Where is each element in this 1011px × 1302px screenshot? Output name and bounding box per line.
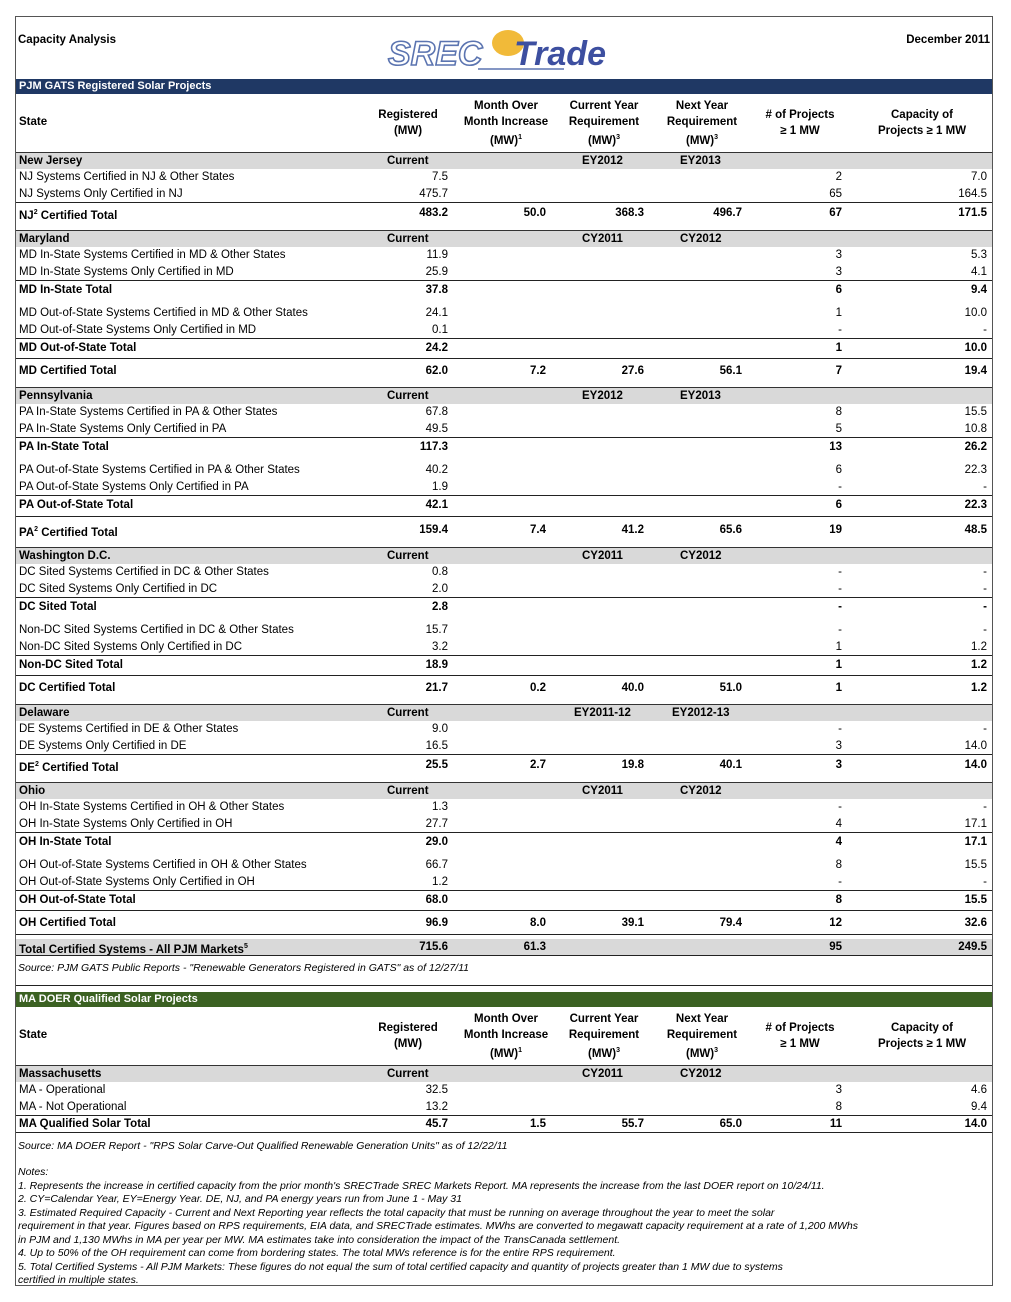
report-title: Capacity Analysis xyxy=(18,34,117,46)
divider xyxy=(16,495,992,496)
col-registered: Registered (MW) xyxy=(378,1022,438,1050)
total-row: OH In-State Total 29.0 4 17.1 xyxy=(19,836,987,848)
note-line: 2. CY=Calendar Year, EY=Energy Year. DE, NJ, and PA energy years run from June 1 - May 31 xyxy=(18,1193,462,1205)
col-month-increase: Month Over Month Increase (MW)$^1$ xyxy=(463,100,549,147)
note-line: certified in multiple states. xyxy=(18,1274,139,1286)
col-current-year-req: Current Year Requirement (MW)$^3$ xyxy=(568,1013,640,1060)
table-row: OH Out-of-State Systems Certified in OH & Other States 66.7 8 15.5 xyxy=(19,859,987,871)
pjm-column-header xyxy=(16,95,992,151)
note-line: 1. Represents the increase in certified capacity from the prior month's SRECTrade SREC Markets Report. MA represents the increase from the last DOER report on 10/24/11. xyxy=(18,1179,825,1192)
note-line: requirement in that year. Figures based on RPS requirements, EIA data, and SRECTrade estimates. MWhs are converted to megawatt capacity requirement at a rate of 1,200 MWhs xyxy=(18,1220,859,1232)
col-projects: # of Projects ≥ 1 MW xyxy=(765,109,835,137)
section-delaware: Delaware Current EY2011-12 EY2012-13 xyxy=(16,704,992,721)
col-capacity: Capacity of Projects ≥ 1 MW xyxy=(877,1022,967,1050)
total-row: MD Out-of-State Total 24.2 1 10.0 xyxy=(19,342,987,354)
table-row: PA Out-of-State Systems Certified in PA & Other States 40.2 6 22.3 xyxy=(19,464,987,476)
section-pennsylvania: Pennsylvania Current EY2012 EY2013 xyxy=(16,387,992,404)
divider xyxy=(16,280,992,281)
pjm-source-note: Source: PJM GATS Public Reports - "Renewable Generators Registered in GATS" as of 12/27/11 xyxy=(18,962,469,974)
divider xyxy=(16,910,992,911)
table-row: DC Sited Systems Certified in DC & Other States 0.8 - - xyxy=(19,566,987,578)
divider xyxy=(16,1132,992,1133)
section-washington-dc: Washington D.C. Current CY2011 CY2012 xyxy=(16,547,992,564)
table-row: NJ Systems Only Certified in NJ 475.7 65 164.5 xyxy=(19,188,987,200)
grand-total-row: Total Certified Systems - All PJM Markets$^5$ 715.6 61.3 95 249.5 xyxy=(16,939,992,955)
table-row: MA - Not Operational 13.2 8 9.4 xyxy=(19,1101,987,1113)
col-projects: # of Projects ≥ 1 MW xyxy=(765,1022,835,1050)
notes-heading: Notes: xyxy=(18,1166,49,1178)
total-row: MA Qualified Solar Total 45.7 1.5 55.7 65.0 11 14.0 xyxy=(19,1118,987,1130)
table-row: PA In-State Systems Certified in PA & Other States 67.8 8 15.5 xyxy=(19,406,987,418)
divider xyxy=(16,832,992,833)
divider xyxy=(16,655,992,656)
pjm-section-band: PJM GATS Registered Solar Projects xyxy=(16,79,992,94)
table-row: Non-DC Sited Systems Certified in DC & Other States 15.7 - - xyxy=(19,624,987,636)
ma-column-header xyxy=(16,1008,992,1064)
table-row: OH In-State Systems Certified in OH & Other States 1.3 - - xyxy=(19,801,987,813)
note-line: 4. Up to 50% of the OH requirement can come from bordering states. The total MWs reference is for the entire RPS requirement. xyxy=(18,1247,616,1259)
col-next-year-req: Next Year Requirement (MW)$^3$ xyxy=(666,100,738,147)
ma-section-band: MA DOER Qualified Solar Projects xyxy=(16,992,992,1007)
col-month-increase: Month Over Month Increase (MW)$^1$ xyxy=(463,1013,549,1060)
footnotes xyxy=(18,1166,978,1288)
total-row: $DE^2$ Certified Total 25.5 2.7 19.8 40.1 3 14.0 xyxy=(19,759,987,774)
table-row: PA Out-of-State Systems Only Certified in PA 1.9 - - xyxy=(19,481,987,493)
col-current-year-req: Current Year Requirement (MW)$^3$ xyxy=(568,100,640,147)
total-row: $PA^2$ Certified Total 159.4 7.4 41.2 65.6 19 48.5 xyxy=(19,524,987,539)
divider xyxy=(16,338,992,339)
divider xyxy=(16,934,992,935)
table-row: MD Out-of-State Systems Certified in MD & Other States 24.1 1 10.0 xyxy=(19,307,987,319)
section-new-jersey: New Jersey Current EY2012 EY2013 xyxy=(16,152,992,169)
divider xyxy=(16,754,992,755)
section-massachusetts: Massachusetts Current CY2011 CY2012 xyxy=(16,1065,992,1082)
table-row: NJ Systems Certified in NJ & Other States 7.5 2 7.0 xyxy=(19,171,987,183)
table-row: OH In-State Systems Only Certified in OH 27.7 4 17.1 xyxy=(19,818,987,830)
note-line: in PJM and 1,130 MWhs in MA per year per MW. MA estimates take into consideration the impact of the TransCanada settlement. xyxy=(18,1233,621,1246)
col-state: State xyxy=(19,116,48,128)
table-row: OH Out-of-State Systems Only Certified in OH 1.2 - - xyxy=(19,876,987,888)
total-row: PA Out-of-State Total 42.1 6 22.3 xyxy=(19,499,987,511)
table-row: Non-DC Sited Systems Only Certified in DC 3.2 1 1.2 xyxy=(19,641,987,653)
section-ohio: Ohio Current CY2011 CY2012 xyxy=(16,782,992,799)
table-row: MD Out-of-State Systems Only Certified in MD 0.1 - - xyxy=(19,324,987,336)
total-row: OH Certified Total 96.9 8.0 39.1 79.4 12 32.6 xyxy=(19,917,987,929)
table-row: DE Systems Certified in DE & Other States 9.0 - - xyxy=(19,723,987,735)
divider xyxy=(16,202,992,203)
note-line: 5. Total Certified Systems - All PJM Markets: These figures do not equal the sum of total certified capacity and quantity of projects greater than 1 MW due to systems xyxy=(18,1260,783,1273)
total-row: DC Sited Total 2.8 - - xyxy=(19,601,987,613)
table-row: MD In-State Systems Only Certified in MD 25.9 3 4.1 xyxy=(19,266,987,278)
col-state: State xyxy=(19,1029,48,1041)
divider xyxy=(16,675,992,676)
table-row: DE Systems Only Certified in DE 16.5 3 14.0 xyxy=(19,740,987,752)
divider xyxy=(16,437,992,438)
divider xyxy=(16,516,992,517)
logo-text-srec: SREC xyxy=(388,35,483,73)
table-row: MD In-State Systems Certified in MD & Other States 11.9 3 5.3 xyxy=(19,249,987,261)
divider xyxy=(16,890,992,891)
col-registered: Registered (MW) xyxy=(378,109,438,137)
total-row: PA In-State Total 117.3 13 26.2 xyxy=(19,441,987,453)
total-row: MD Certified Total 62.0 7.2 27.6 56.1 7 19.4 xyxy=(19,365,987,377)
table-row: DC Sited Systems Only Certified in DC 2.0 - - xyxy=(19,583,987,595)
table-row: PA In-State Systems Only Certified in PA 49.5 5 10.8 xyxy=(19,423,987,435)
divider xyxy=(16,955,992,956)
col-next-year-req: Next Year Requirement (MW)$^3$ xyxy=(666,1013,738,1060)
section-maryland: Maryland Current CY2011 CY2012 xyxy=(16,230,992,247)
total-row: OH Out-of-State Total 68.0 8 15.5 xyxy=(19,894,987,906)
total-row: $NJ^2$ Certified Total 483.2 50.0 368.3 496.7 67 171.5 xyxy=(19,207,987,222)
logo-text-trade: Trade xyxy=(514,35,606,73)
note-line: 3. Estimated Required Capacity - Current and Next Reporting year reflects the total capacity that must be running on average throughout the year to meet the solar xyxy=(18,1206,775,1219)
total-row: DC Certified Total 21.7 0.2 40.0 51.0 1 1.2 xyxy=(19,682,987,694)
divider xyxy=(16,597,992,598)
total-row: Non-DC Sited Total 18.9 1 1.2 xyxy=(19,659,987,671)
report-date: December 2011 xyxy=(906,34,990,46)
ma-source-note: Source: MA DOER Report - "RPS Solar Carve-Out Qualified Renewable Generation Units" as of 12/22/11 xyxy=(18,1140,508,1152)
col-capacity: Capacity of Projects ≥ 1 MW xyxy=(877,109,967,137)
table-row: MA - Operational 32.5 3 4.6 xyxy=(19,1084,987,1096)
total-row: MD In-State Total 37.8 6 9.4 xyxy=(19,284,987,296)
divider xyxy=(16,985,992,986)
srectrade-logo xyxy=(386,25,632,73)
divider xyxy=(16,358,992,359)
